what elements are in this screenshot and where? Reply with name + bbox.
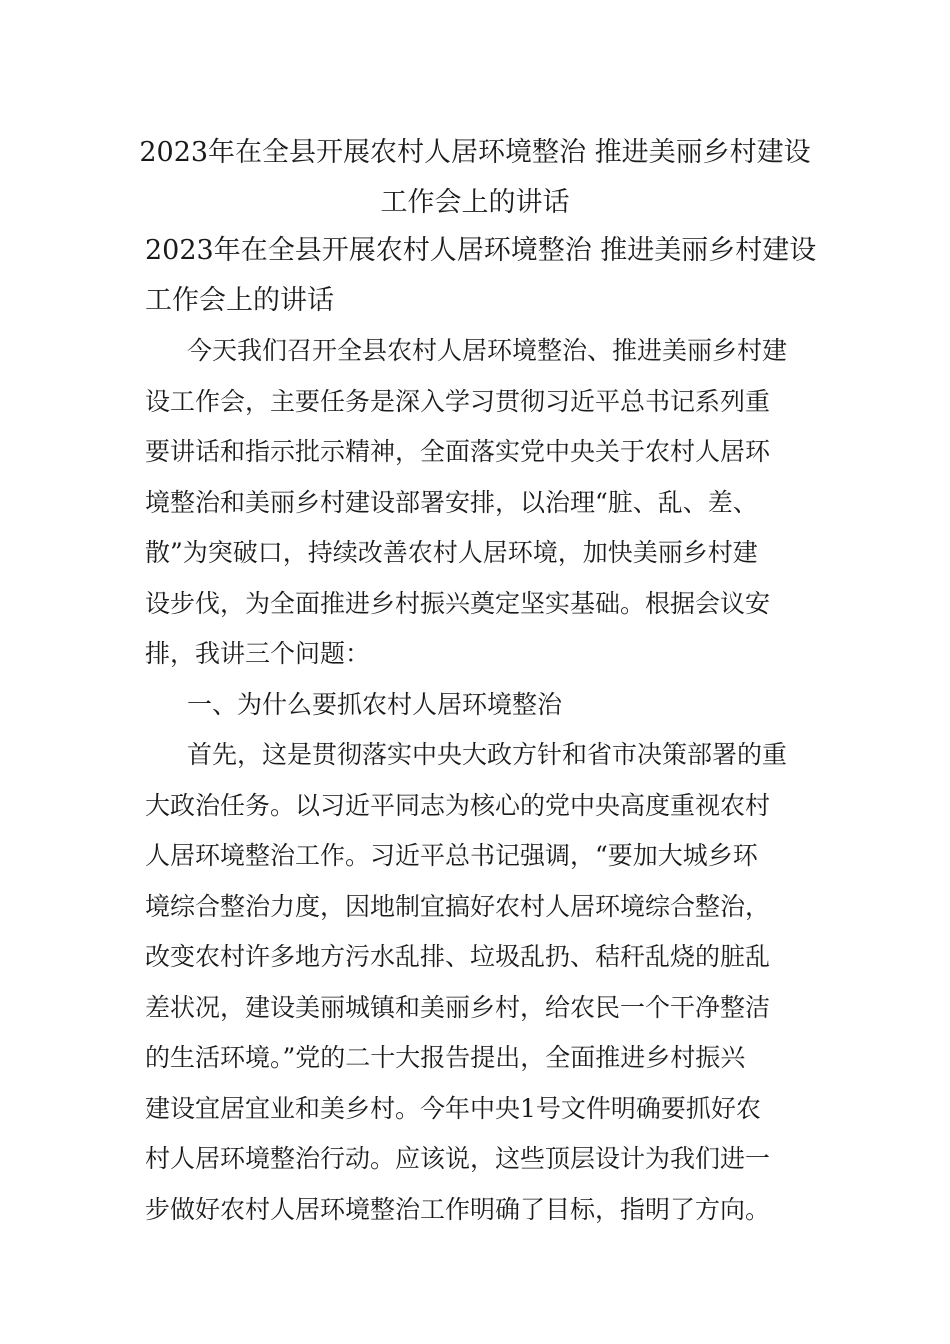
paragraph-line: 境整治和美丽乡村建设部署安排，以治理“脏、乱、差、 [145,487,758,517]
section-heading: 一、为什么要抓农村人居环境整治 [187,689,563,719]
paragraph-line: 要讲话和指示批示精神，全面落实党中央关于农村人居环 [145,437,771,466]
paragraph-line: 改变农村许多地方污水乱排、垃圾乱扔、秸秆乱烧的脏乱 [145,942,771,971]
paragraph-line: 步做好农村人居环境整治工作明确了目标，指明了方向。 [145,1194,771,1224]
paragraph-line: 设步伐，为全面推进乡村振兴奠定坚实基础。根据会议安 [145,588,771,618]
paragraph-line: 境综合整治力度，因地制宜搞好农村人居环境综合整治， [145,891,771,921]
paragraph-line: 散”为突破口，持续改善农村人居环境，加快美丽乡村建 [145,538,758,567]
paragraph-line: 的生活环境。”党的二十大报告提出，全面推进乡村振兴 [145,1043,746,1072]
paragraph-line: 今天我们召开全县农村人居环境整治、推进美丽乡村建 [187,336,788,365]
paragraph-line: 大政治任务。以习近平同志为核心的党中央高度重视农村 [145,790,771,820]
paragraph-line: 人居环境整治工作。习近平总书记强调，“要加大城乡环 [145,841,758,870]
heading-line: 工作会上的讲话 [145,285,334,316]
heading-line: 2023年在全县开展农村人居环境整治 推进美丽乡村建设 [145,235,817,266]
title-line: 工作会上的讲话 [380,187,570,218]
document-body [145,326,815,1235]
document-heading [145,226,815,326]
paragraph-line: 排，我讲三个问题： [145,639,371,668]
document-title [0,128,950,228]
paragraph-line: 村人居环境整治行动。应该说，这些顶层设计为我们进一 [145,1144,771,1173]
paragraph-line: 首先，这是贯彻落实中央大政方针和省市决策部署的重 [187,740,788,769]
title-line: 2023年在全县开展农村人居环境整治 推进美丽乡村建设 [139,137,811,168]
paragraph-line: 建设宜居宜业和美乡村。今年中央1号文件明确要抓好农 [145,1093,761,1123]
paragraph-line: 设工作会，主要任务是深入学习贯彻习近平总书记系列重 [145,386,771,416]
paragraph-line: 差状况，建设美丽城镇和美丽乡村，给农民一个干净整洁 [145,992,771,1022]
